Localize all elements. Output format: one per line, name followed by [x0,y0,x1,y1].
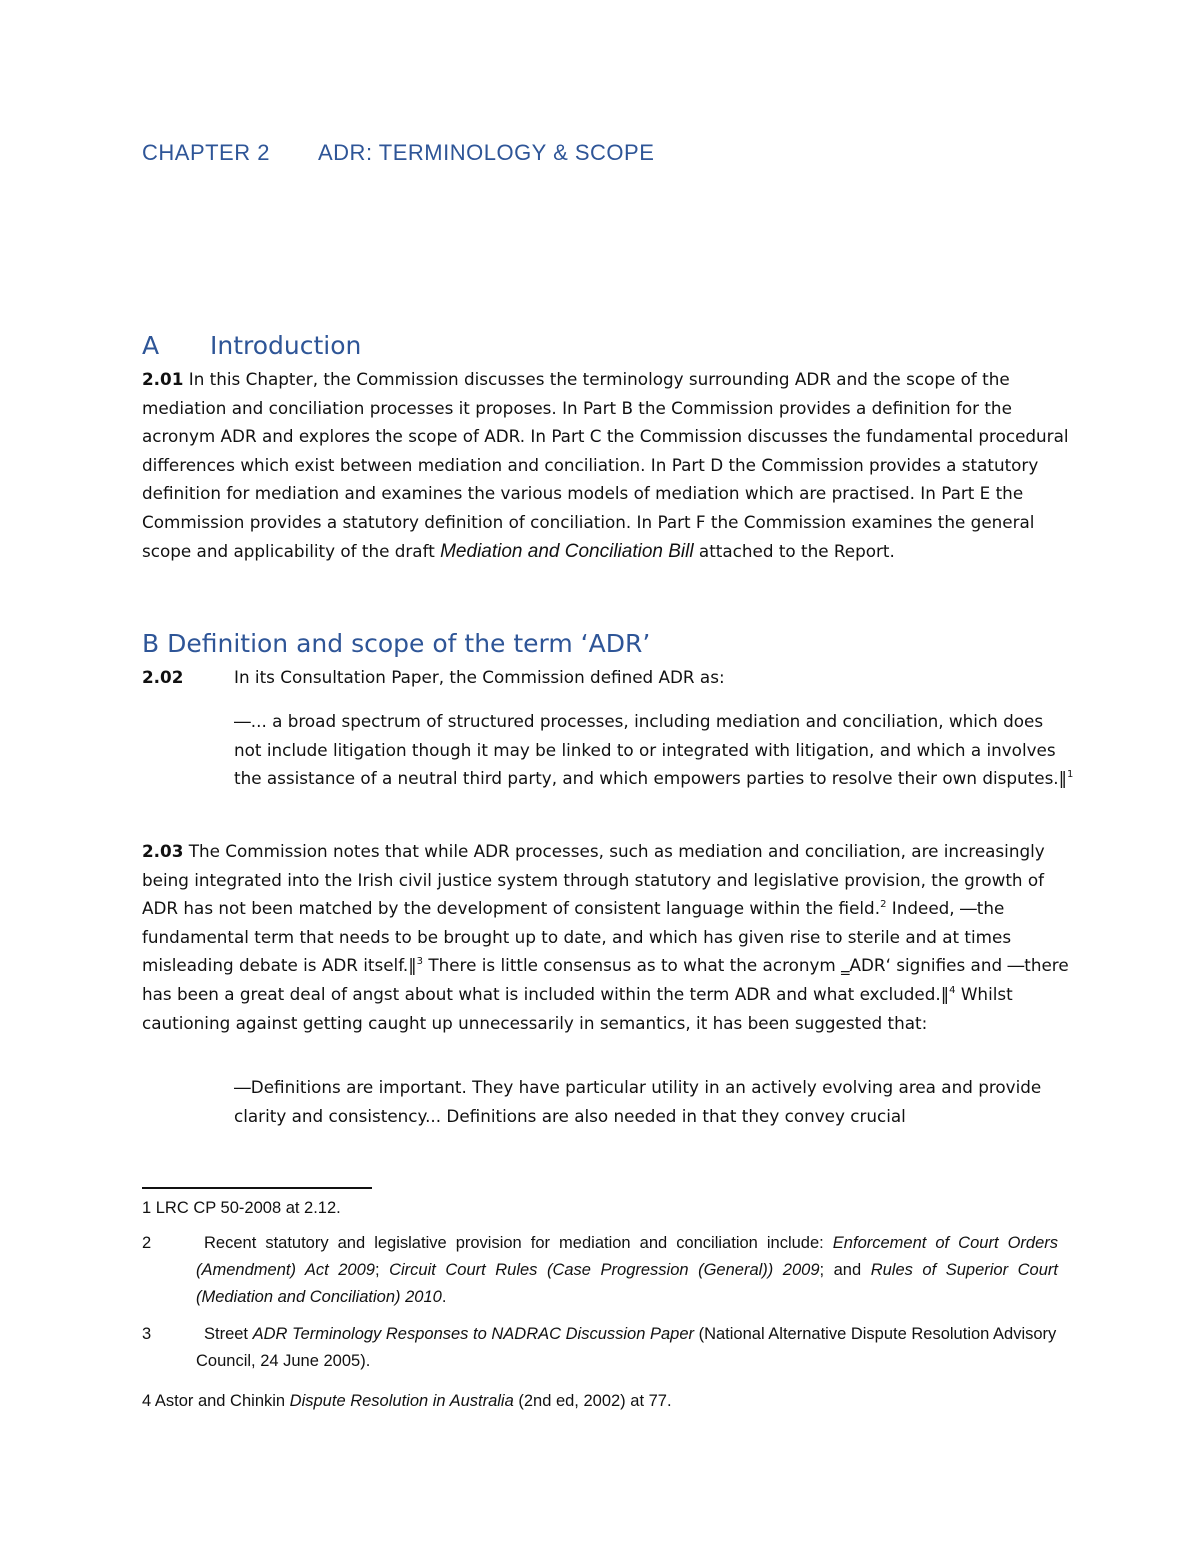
footnote-2-sep-1: ; [374,1261,390,1279]
paragraph-number: 2.03 [142,841,184,861]
paragraph-number: 2.02 [142,667,184,687]
block-quote-1 [234,707,1074,793]
chapter-heading [142,140,654,166]
footnote-3-lead: Street [204,1325,253,1343]
section-a-heading [142,331,361,360]
paragraph-2-03 [142,837,1072,1037]
paragraph-text: The Commission notes that while ADR processes, such as mediation and conciliation, are increasingly being integrated into the Irish civil justice system through statutory and legislative provision, the growth of ADR has not been matched by the development of consistent language within the field. [142,841,1045,919]
footnote-2 [196,1230,1058,1311]
footnote-2-sep-2: ; and [819,1261,871,1279]
footnote-3-number: 3 [142,1325,152,1343]
footnote-ref-3[interactable]: 3 [416,956,424,968]
footnote-3-title: ADR Terminology Responses to NADRAC Discussion Paper [252,1325,695,1343]
paragraph-text: In this Chapter, the Commission discusses the terminology surrounding ADR and the scope of the mediation and conciliation processes it proposes. In Part B the Commission provides a definition for the acronym ADR and explores the scope of ADR. In Part C the Commission discusses the fundamental procedural differences which exist between mediation and conciliation. In Part D the Commission provides a statutory definition for mediation and examines the various models of mediation which are practised. In Part E the Commission provides a statutory definition of conciliation. In Part F the Commission examines the general scope and applicability of the draft [142,369,1069,561]
chapter-title: ADR: TERMINOLOGY & SCOPE [318,140,655,165]
quote-text: ―Definitions are important. They have particular utility in an actively evolving area and provide clarity and consistency... Definitions are also needed in that they convey crucial [234,1077,1042,1126]
paragraph-text-2: Indeed, ―the fundamental term that needs to be brought up to date, and which has given rise to sterile and at times misleading debate is ADR itself.‖ [142,898,1012,976]
footnote-2-act-1: Enforcement of Court Orders (Amendment) Act 2009 [196,1234,1058,1279]
footnote-3 [196,1321,1058,1375]
chapter-number: CHAPTER 2 [142,140,270,165]
section-a-title: Introduction [210,331,362,360]
footnote-ref-2[interactable]: 2 [880,899,887,911]
paragraph-2-01 [142,365,1072,566]
footnote-separator [142,1187,372,1189]
footnote-3-rest: (National Alternative Dispute Resolution Advisory Council, 24 June 2005). [196,1325,1057,1370]
footnote-2-lead: Recent statutory and legislative provision for mediation and conciliation include: [204,1234,833,1252]
footnote-1: 1 LRC CP 50-2008 at 2.12. [142,1199,341,1217]
footnote-2-act-3: Rules of Superior Court (Mediation and Conciliation) 2010 [196,1261,1058,1306]
paragraph-number: 2.01 [142,369,184,389]
quote-text: ―... a broad spectrum of structured processes, including mediation and conciliation, which does not include litigation though it may be linked to or integrated with litigation, and which a involves the assistance of a neutral third party, and which empowers parties to resolve their own disputes.‖ [234,711,1068,789]
footnote-2-act-2: Circuit Court Rules (Case Progression (General)) 2009 [389,1261,820,1279]
section-b-heading: B Definition and scope of the term ‘ADR’ [142,629,651,658]
paragraph-text-end: attached to the Report. [693,540,895,561]
footnote-2-end: . [441,1288,447,1306]
bill-title: Mediation and Conciliation Bill [440,540,694,562]
section-a-letter: A [142,331,160,360]
footnote-4-lead: 4 Astor and Chinkin [142,1392,290,1410]
footnote-ref-1[interactable]: 1 [1067,769,1074,781]
paragraph-text: In its Consultation Paper, the Commission defined ADR as: [234,667,725,687]
footnote-4-rest: (2nd ed, 2002) at 77. [513,1392,672,1410]
footnote-2-number: 2 [142,1234,152,1252]
block-quote-2 [234,1073,1074,1130]
paragraph-2-02 [142,663,1072,692]
footnote-4 [142,1388,672,1415]
paragraph-text-3: There is little consensus as to what the acronym ‗ADR‘ signifies and ―there has been a great deal of angst about what is included within the term ADR and what excluded.‖ [142,955,1069,1004]
footnote-4-title: Dispute Resolution in Australia [289,1392,514,1410]
footnote-ref-4[interactable]: 4 [949,984,956,996]
paragraph-text-4: Whilst cautioning against getting caught up unnecessarily in semantics, it has been suggested that: [142,983,1013,1033]
